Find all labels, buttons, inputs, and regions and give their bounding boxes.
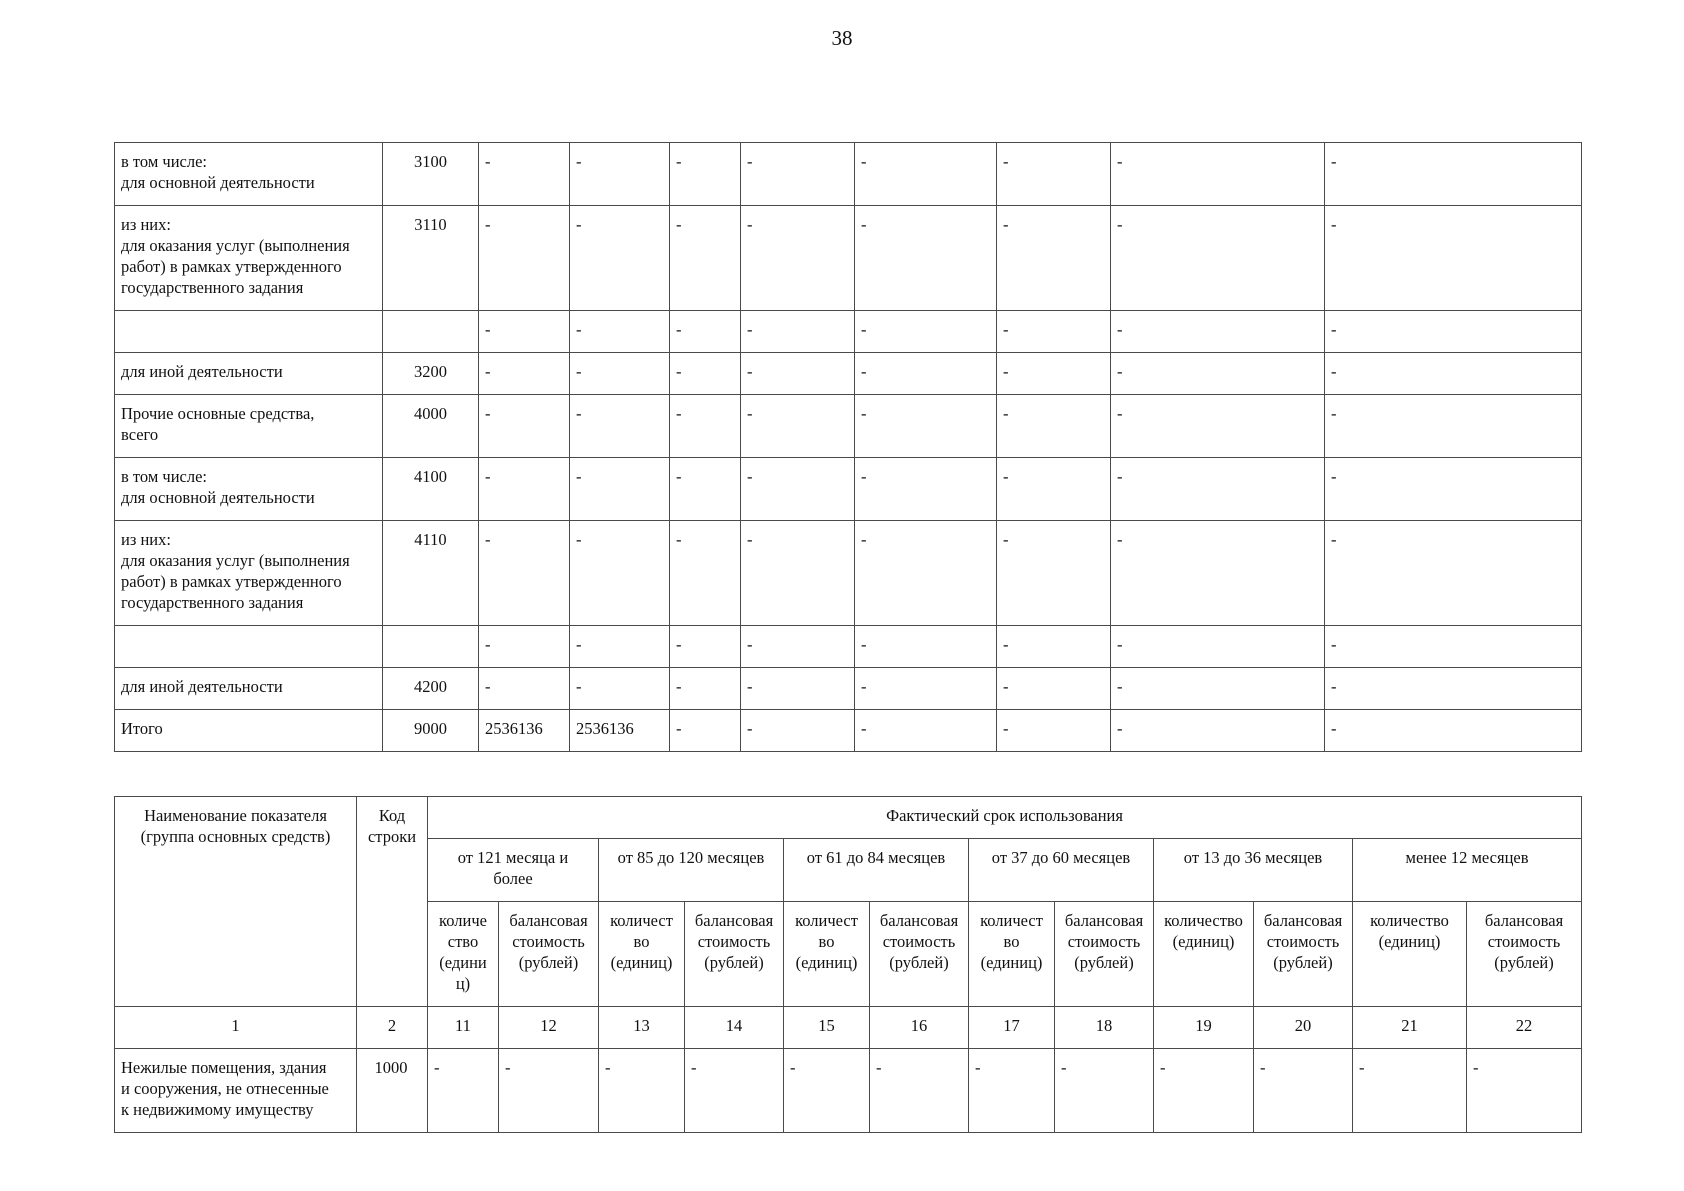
column-number: 19 [1154,1007,1254,1049]
value-cell: - [479,458,570,521]
text-line: (рублей) [704,953,764,972]
text-line: балансовая [509,911,588,930]
value-cell: - [670,521,741,626]
value-cell: - [1111,353,1325,395]
value-cell: - [670,710,741,752]
value-cell: - [479,311,570,353]
book-value-header [1055,902,1154,1007]
text-line: количе [439,911,487,930]
indicator-name-cell [115,521,383,626]
quantity-header [1154,902,1254,1007]
table-row [115,668,1582,710]
value-cell: - [741,206,855,311]
value-cell: - [997,710,1111,752]
text-line: стоимость [1067,932,1141,951]
value-cell: 2536136 [479,710,570,752]
table-row [115,710,1582,752]
indicator-name-cell [115,458,383,521]
text-line: (единиц) [795,953,858,972]
value-cell: - [670,206,741,311]
value-cell: - [1325,143,1582,206]
value-cell: - [1111,206,1325,311]
text-line: (рублей) [889,953,949,972]
value-cell: - [855,143,997,206]
value-cell: - [855,311,997,353]
value-cell: - [1325,206,1582,311]
value-cell: - [741,458,855,521]
value-cell: - [1111,143,1325,206]
text-line: количество [1164,911,1243,930]
value-cell: - [570,395,670,458]
text-line: балансовая [1263,911,1343,930]
indicator-name-cell [115,353,383,395]
service-life-table [114,796,1582,1133]
text-line: (единиц) [610,953,673,972]
value-cell: - [1325,395,1582,458]
table-row [115,395,1582,458]
text-line: от 121 месяца и [457,848,569,867]
value-cell: - [570,311,670,353]
text-line: (единиц) [1378,932,1441,951]
value-cell: - [1325,626,1582,668]
value-cell: - [670,626,741,668]
book-value-header [499,902,599,1007]
text-line: от 37 до 60 месяцев [991,848,1131,867]
text-line: государственного задания [121,593,304,612]
text-line: балансовая [879,911,959,930]
value-cell: - [670,458,741,521]
table-row [115,458,1582,521]
page-number: 38 [831,26,853,50]
quantity-header [599,902,685,1007]
value-cell: - [1111,626,1325,668]
value-cell: - [1111,458,1325,521]
text-line: балансовая [1064,911,1144,930]
text-line: количест [795,911,858,930]
text-line: (рублей) [518,953,579,972]
text-line: и сооружения, не отнесенные [121,1079,329,1098]
text-line: балансовая [694,911,774,930]
row-code-cell: 4100 [383,458,479,521]
text-line: в том числе: [121,467,208,486]
value-cell: - [570,206,670,311]
value-cell: 2536136 [570,710,670,752]
fixed-assets-table-continued [114,142,1582,752]
text-line: количест [610,911,673,930]
value-cell: - [479,143,570,206]
table-row [115,626,1582,668]
value-cell: - [1111,710,1325,752]
value-cell: - [1325,311,1582,353]
text-line: менее 12 месяцев [1405,848,1529,867]
column-number: 22 [1467,1007,1582,1049]
text-line: для оказания услуг (выполнения [121,551,350,570]
period-header [1353,839,1582,902]
indicator-name-cell [115,395,383,458]
text-line: для оказания услуг (выполнения [121,236,350,255]
column-number: 12 [499,1007,599,1049]
column-number: 15 [784,1007,870,1049]
indicator-name-header: Наименование показателя (группа основных средств) [115,797,357,1007]
value-cell: - [1254,1049,1353,1133]
row-code-cell [383,311,479,353]
row-code-cell: 9000 [383,710,479,752]
text-line: во [818,932,835,951]
value-cell: - [741,710,855,752]
text-line: (рублей) [1494,953,1554,972]
value-cell: - [570,458,670,521]
text-line: стоимость [1487,932,1561,951]
value-cell: - [997,143,1111,206]
value-cell: - [741,311,855,353]
text-line: для основной деятельности [121,488,315,507]
value-cell: - [997,668,1111,710]
text-line: от 61 до 84 месяцев [806,848,946,867]
indicator-name-cell [115,1049,357,1133]
value-cell: - [670,395,741,458]
row-code-header: Код строки [357,797,428,1007]
value-cell: - [1111,311,1325,353]
value-cell: - [479,668,570,710]
quantity-header [1353,902,1467,1007]
value-cell: - [741,143,855,206]
value-cell: - [997,353,1111,395]
text-line: стоимость [1266,932,1340,951]
value-cell: - [997,521,1111,626]
value-cell: - [870,1049,969,1133]
value-cell: - [741,626,855,668]
table-row [115,353,1582,395]
text-line: Нежилые помещения, здания [121,1058,327,1077]
value-cell: - [784,1049,870,1133]
value-cell: - [685,1049,784,1133]
indicator-name-cell [115,311,383,353]
row-code-cell [383,626,479,668]
value-cell: - [855,206,997,311]
value-cell: - [1325,353,1582,395]
table-row [115,143,1582,206]
value-cell: - [599,1049,685,1133]
text-line: для иной деятельности [121,362,283,381]
text-line: от 85 до 120 месяцев [617,848,765,867]
quantity-header [428,902,499,1007]
column-number: 17 [969,1007,1055,1049]
value-cell: - [969,1049,1055,1133]
column-number: 2 [357,1007,428,1049]
value-cell: - [1353,1049,1467,1133]
value-cell: - [570,668,670,710]
period-header [1154,839,1353,902]
value-cell: - [855,626,997,668]
text-line: (рублей) [1273,953,1333,972]
quantity-header [969,902,1055,1007]
value-cell: - [428,1049,499,1133]
indicator-name-cell [115,668,383,710]
column-number: 18 [1055,1007,1154,1049]
value-cell: - [479,626,570,668]
value-cell: - [1055,1049,1154,1133]
value-cell: - [499,1049,599,1133]
row-code-cell: 3100 [383,143,479,206]
value-cell: - [670,353,741,395]
value-cell: - [855,521,997,626]
value-cell: - [1325,710,1582,752]
text-line: балансовая [1484,911,1564,930]
value-cell: - [479,206,570,311]
value-cell: - [997,626,1111,668]
indicator-name-cell [115,143,383,206]
value-cell: - [997,458,1111,521]
value-cell: - [1467,1049,1582,1133]
period-header [784,839,969,902]
value-cell: - [855,710,997,752]
text-line: (единиц) [1172,932,1235,951]
value-cell: - [670,143,741,206]
text-line: ц) [455,974,471,993]
value-cell: - [741,395,855,458]
text-line: количест [980,911,1043,930]
actual-service-life-header: Фактический срок использования [428,797,1582,839]
value-cell: - [1111,668,1325,710]
text-line: из них: [121,215,171,234]
value-cell: - [479,395,570,458]
value-cell: - [670,311,741,353]
row-code-cell: 3200 [383,353,479,395]
book-value-header [1254,902,1353,1007]
value-cell: - [670,668,741,710]
value-cell: - [997,311,1111,353]
value-cell: - [855,395,997,458]
column-number: 13 [599,1007,685,1049]
value-cell: - [570,143,670,206]
text-line: Прочие основные средства, [121,404,315,423]
row-code-cell: 1000 [357,1049,428,1133]
value-cell: - [479,353,570,395]
text-line: всего [121,425,159,444]
text-line: государственного задания [121,278,304,297]
value-cell: - [855,458,997,521]
value-cell: - [1325,458,1582,521]
text-line: работ) в рамках утвержденного [121,572,342,591]
value-cell: - [1325,668,1582,710]
text-line: во [633,932,650,951]
row-code-cell: 4110 [383,521,479,626]
column-number: 21 [1353,1007,1467,1049]
text-line: из них: [121,530,171,549]
value-cell: - [570,521,670,626]
value-cell: - [855,668,997,710]
column-number: 20 [1254,1007,1353,1049]
table-row [115,1049,1582,1133]
book-value-header [685,902,784,1007]
period-header [969,839,1154,902]
value-cell: - [570,353,670,395]
text-line: для основной деятельности [121,173,315,192]
table-row [115,206,1582,311]
book-value-header [1467,902,1582,1007]
period-header [428,839,599,902]
text-line: Итого [121,719,163,738]
book-value-header [870,902,969,1007]
value-cell: - [479,521,570,626]
value-cell: - [1325,521,1582,626]
value-cell: - [741,521,855,626]
value-cell: - [741,668,855,710]
table-row [115,311,1582,353]
text-line: более [493,869,533,888]
period-header [599,839,784,902]
text-line: во [1003,932,1020,951]
indicator-name-cell [115,710,383,752]
column-number: 14 [685,1007,784,1049]
value-cell: - [997,206,1111,311]
text-line: (рублей) [1074,953,1134,972]
column-number: 11 [428,1007,499,1049]
text-line: стоимость [882,932,956,951]
text-line: от 13 до 36 месяцев [1183,848,1323,867]
text-line: работ) в рамках утвержденного [121,257,342,276]
value-cell: - [570,626,670,668]
table-row [115,521,1582,626]
text-line: для иной деятельности [121,677,283,696]
value-cell: - [741,353,855,395]
value-cell: - [1111,521,1325,626]
text-line: стоимость [697,932,771,951]
value-cell: - [997,395,1111,458]
row-code-cell: 3110 [383,206,479,311]
column-number: 16 [870,1007,969,1049]
text-line: к недвижимому имуществу [121,1100,314,1119]
row-code-cell: 4000 [383,395,479,458]
text-line: (единиц) [980,953,1043,972]
column-number: 1 [115,1007,357,1049]
value-cell: - [855,353,997,395]
value-cell: - [1111,395,1325,458]
text-line: количество [1370,911,1449,930]
text-line: ство [447,932,479,951]
value-cell: - [1154,1049,1254,1133]
quantity-header [784,902,870,1007]
row-code-cell: 4200 [383,668,479,710]
text-line: стоимость [512,932,585,951]
text-line: (едини [439,953,487,972]
text-line: в том числе: [121,152,208,171]
indicator-name-cell [115,206,383,311]
indicator-name-cell [115,626,383,668]
